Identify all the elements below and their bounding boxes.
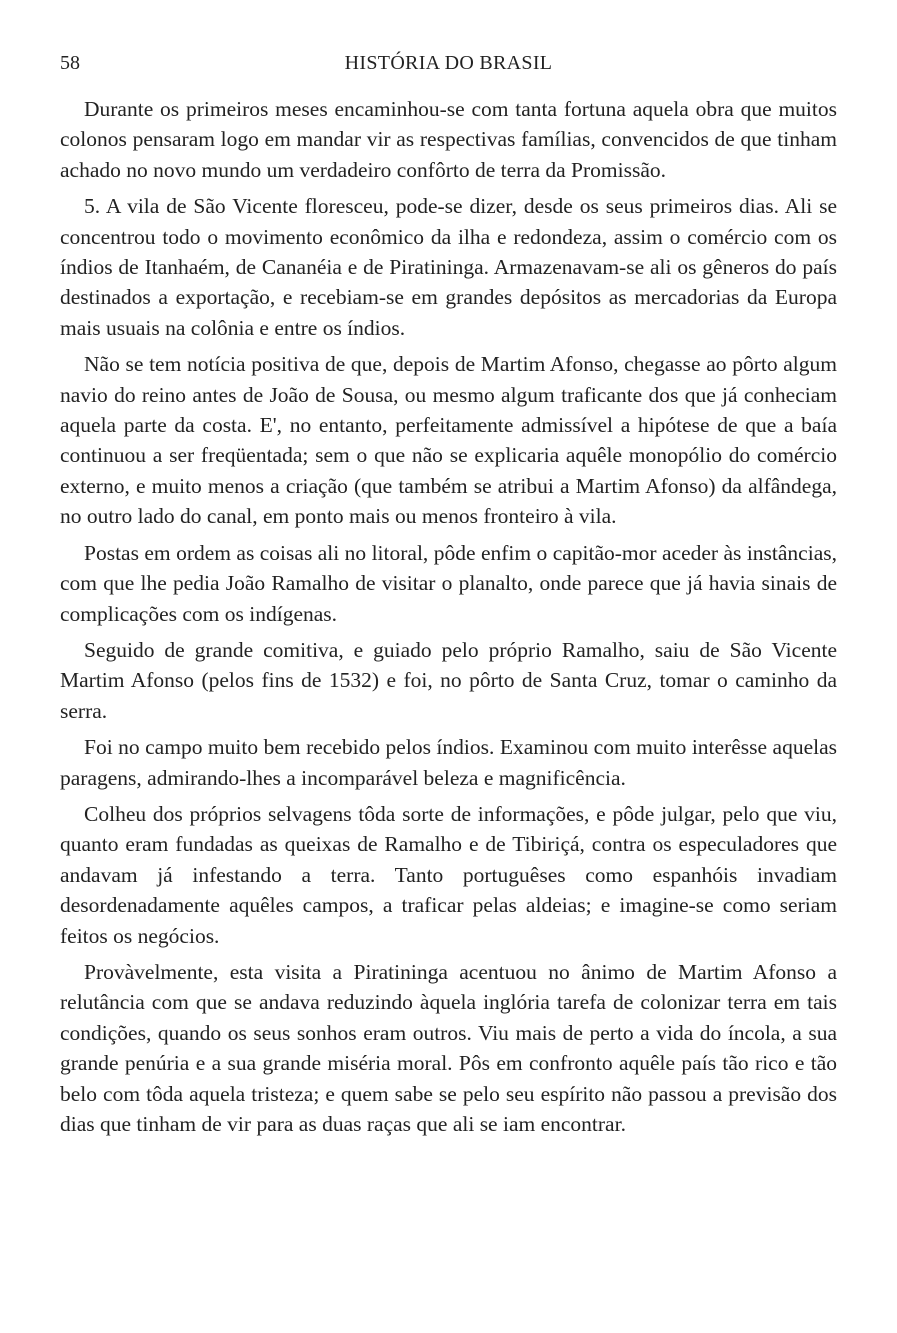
paragraph: Colheu dos próprios selvagens tôda sorte de informações, e pôde julgar, pelo que viu, quanto eram fundadas as queixas de Ramalho e de Tibiriçá, contra os especuladores que andavam já infestando a terra. Tanto portuguêses como espanhóis invadiam desordenadamente aquêles campos, a traficar pelas aldeias; e imagine-se como seriam feitos os negócios. [60,801,837,948]
paragraph: Foi no campo muito bem recebido pelos índios. Examinou com muito interêsse aquelas paragens, admirando-lhes a incomparável beleza e magnificência. [60,735,837,790]
page-header [60,48,837,78]
paragraph: 5. A vila de São Vicente floresceu, pode-se dizer, desde os seus primeiros dias. Ali se concentrou todo o movimento econômico da ilha e redondeza, assim o comércio com os índios de Itanhaém, de Cananéia e de Piratininga. Armazenavam-se ali os gêneros do país destinados a exportação, e recebiam-se em grandes depósitos as mercadorias da Europa mais usuais na colônia e entre os índios. [60,194,837,340]
paragraph: Provàvelmente, esta visita a Piratininga acentuou no ânimo de Martim Afonso a relutância com que se andava reduzindo àquela inglória tarefa de colonizar terra em tais condições, quando os seus sonhos eram outros. Viu mais de perto a vida do íncola, a sua grande penúria e a sua grande miséria moral. Pôs em confronto aquêle país tão rico e tão belo com tôda aquela tristeza; e quem sabe se pelo seu espírito não passou a previsão dos dias que tinham de vir para as duas raças que ali se iam encontrar. [60,959,837,1136]
paragraph: Não se tem notícia positiva de que, depois de Martim Afonso, chegasse ao pôrto algum navio do reino antes de João de Sousa, ou mesmo algum traficante dos que já conheciam aquela parte da costa. E', no entanto, perfeitamente admissível a hipótese de que a baía continuou a ser freqüentada; sem o que não se explicaria aquêle monopólio do comércio externo, e muito menos a criação (que também se atribui a Martim Afonso) da alfândega, no outro lado do canal, em ponto mais ou menos fronteiro à vila. [60,352,837,529]
body-text [60,94,837,1145]
paragraph: Durante os primeiros meses encaminhou-se com tanta fortuna aquela obra que muitos colonos pensaram logo em mandar vir as respectivas famílias, convencidos de que tinham achado no novo mundo um verdadeiro confôrto de terra da Promissão. [60,97,837,182]
page-number: 58 [60,52,80,74]
paragraph: Seguido de grande comitiva, e guiado pelo próprio Ramalho, saiu de São Vicente Martim Afonso (pelos fins de 1532) e foi, no pôrto de Santa Cruz, tomar o caminho da serra. [60,637,837,723]
running-title: HISTÓRIA DO BRASIL [344,52,553,74]
paragraph: Postas em ordem as coisas ali no litoral, pôde enfim o capitão-mor aceder às instâncias, com que lhe pedia João Ramalho de visitar o planalto, onde parece que já havia sinais de complicações com os indígenas. [60,540,837,626]
